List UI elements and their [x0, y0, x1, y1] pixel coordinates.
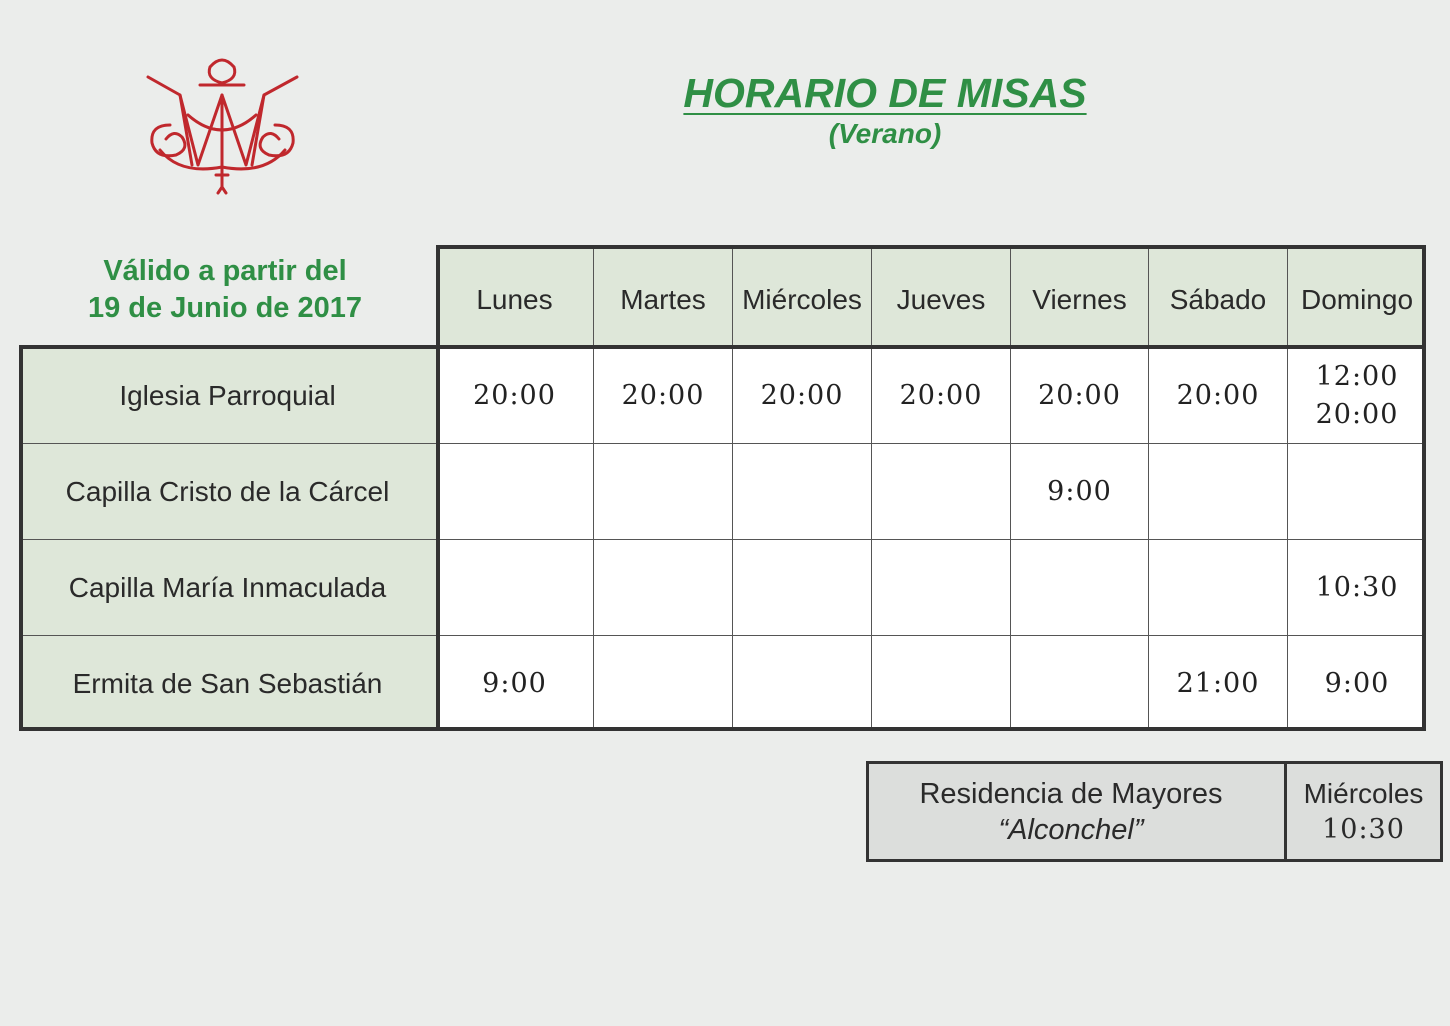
- place-label: Ermita de San Sebastián: [72, 667, 383, 699]
- day-label: Miércoles: [742, 284, 862, 315]
- place-label: Capilla María Inmaculada: [68, 571, 387, 603]
- mass-time: 20:00: [1176, 380, 1260, 411]
- page-subtitle: (Verano): [828, 118, 942, 149]
- validity-line-2: 19 de Junio de 2017: [87, 292, 362, 324]
- place-label: Capilla Cristo de la Cárcel: [65, 475, 390, 507]
- table-header-frame: [436, 245, 1426, 349]
- day-label: Viernes: [1032, 284, 1127, 315]
- mass-time: 12:00: [1315, 361, 1399, 392]
- mass-time: 20:00: [621, 380, 705, 411]
- mass-time: 20:00: [1038, 380, 1121, 411]
- mass-time: 9:00: [482, 667, 547, 699]
- mass-time: 10:30: [1315, 571, 1399, 603]
- mass-time: 20:00: [473, 380, 556, 411]
- mass-time: 20:00: [760, 380, 844, 411]
- day-label: Lunes: [476, 284, 553, 315]
- residence-cell: [866, 761, 1288, 862]
- validity-note: [40, 253, 410, 327]
- day-label: Domingo: [1300, 284, 1414, 315]
- mass-time: 9:00: [1324, 667, 1390, 699]
- residence-day: Miércoles: [1303, 777, 1424, 809]
- mass-time: 20:00: [1315, 399, 1399, 430]
- day-label: Sábado: [1169, 284, 1267, 315]
- day-label: Martes: [620, 284, 706, 315]
- mass-time: 21:00: [1176, 667, 1260, 699]
- residence-name: Residencia de Mayores: [919, 777, 1223, 810]
- table-divider: [436, 345, 440, 731]
- residence-schedule-cell: [1284, 761, 1443, 862]
- day-label: Jueves: [896, 284, 986, 315]
- table-body-frame: [19, 345, 1426, 731]
- page-title: HORARIO DE MISAS: [683, 70, 1087, 116]
- residence-time: 10:30: [1322, 813, 1405, 845]
- mass-time: 9:00: [1047, 475, 1112, 507]
- validity-line-1: Válido a partir del: [103, 255, 347, 287]
- mass-time: 20:00: [899, 380, 983, 411]
- residence-quote: “Alconchel”: [998, 813, 1144, 846]
- monogram-logo-icon: [140, 55, 305, 197]
- place-label: Iglesia Parroquial: [119, 380, 336, 411]
